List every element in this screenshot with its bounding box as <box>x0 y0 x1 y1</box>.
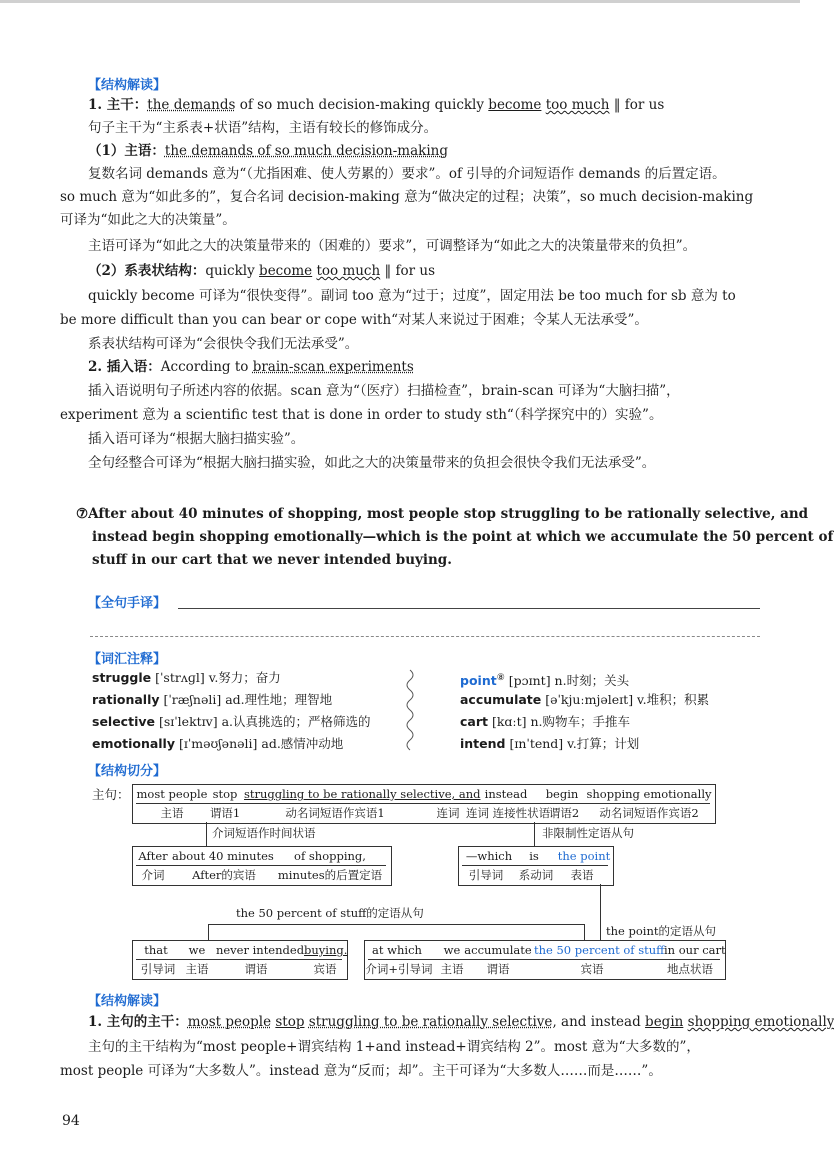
divider <box>368 959 720 960</box>
seg-en: of shopping, <box>294 849 366 863</box>
seg-en: buying. <box>304 943 348 957</box>
vocab-item-cart: cart [kɑːt] n.购物车；手推车 <box>460 714 631 729</box>
para-text: experiment 意为 a scientific test that is done in order to study sth“（科学探究中的）实验”。 <box>60 407 663 423</box>
seg-en: we <box>188 943 206 957</box>
para-predicate: （2）系表状结构：quickly become too much ‖ for us <box>88 263 436 279</box>
para-text: so much 意为“如此多的”，复合名词 decision-making 意为“做决定的过程；决策”，so much decision-making <box>60 189 754 205</box>
para-main-trunk: 1. 主干：the demands of so much decision-making quickly become too much ‖ for us <box>88 97 665 113</box>
seg-cn: 引导词 <box>140 962 176 976</box>
wavy-divider <box>402 668 418 758</box>
vocab-item-emotionally: emotionally [ɪˈməʊʃənəli] ad.感情冲动地 <box>92 736 344 751</box>
seg-cn: 系动词 <box>518 868 554 882</box>
para-text: 复数名词 demands 意为“（尤指困难、使人劳累的）要求”。of 引导的介词短语作 demands 的后置定语。 <box>88 166 726 182</box>
seg-cn: 介词+引导词 <box>365 962 433 976</box>
vocab-heading: 【词汇注释】 <box>88 652 167 667</box>
vocab-item-rationally: rationally [ˈræʃnəli] ad.理性地；理智地 <box>92 692 333 707</box>
section-heading-structure-analysis: 【结构解读】 <box>88 78 167 93</box>
label-prep-phrase: 介词短语作时间状语 <box>212 826 316 840</box>
seg-en: —which <box>465 849 513 863</box>
connector <box>584 924 585 940</box>
para-text: 全句经整合可译为“根据大脑扫描实验，如此之大的决策量带来的负担会很快令我们无法承受”。 <box>88 455 656 471</box>
seg-cn: After的宾语 <box>192 868 256 882</box>
vocab-item-struggle: struggle [ˈstrʌɡl] v.努力；奋力 <box>92 670 281 685</box>
label-nonrestrictive: 非限制性定语从句 <box>542 826 634 840</box>
seg-en: at which <box>372 943 422 957</box>
seg-en: about 40 minutes <box>172 849 274 863</box>
seg-cn: 宾语 <box>313 962 337 976</box>
seg-cn: 主语 <box>440 962 464 976</box>
vocab-item-accumulate: accumulate [əˈkjuːmjəleɪt] v.堆积；积累 <box>460 692 710 707</box>
sentence-7-line-1: ⑦After about 40 minutes of shopping, most people stop struggling to be rationally selective, and <box>76 506 809 522</box>
seg-en: in our cart <box>664 943 726 957</box>
divider <box>136 865 386 866</box>
connector <box>208 924 584 925</box>
main-clause-label: 主句： <box>92 787 130 802</box>
para-text: 主句的主干结构为“most people+谓宾结构 1+and instead+谓宾结构 2”。most 意为“大多数的”， <box>88 1039 700 1055</box>
para-text: 系表状结构可译为“会很快令我们无法承受”。 <box>88 336 359 352</box>
section-heading-structure-analysis-2: 【结构解读】 <box>88 994 167 1009</box>
para-text: most people 可译为“大多数人”。instead 意为“反而；却”。主干可译为“大多数人……而是……”。 <box>60 1063 662 1079</box>
translation-write-line-2[interactable] <box>90 636 760 637</box>
para-text: 句子主干为“主系表+状语”结构，主语有较长的修饰成分。 <box>88 120 438 136</box>
seg-cn-conj: 连词 <box>436 806 460 820</box>
connector <box>534 822 535 846</box>
seg-cn: 谓语 <box>486 962 510 976</box>
divider <box>462 865 608 866</box>
seg-en: stop <box>212 787 238 801</box>
sentence-7-line-3: stuff in our cart that we never intended buying. <box>92 552 452 568</box>
top-rule <box>0 0 800 3</box>
seg-cn: 主语 <box>160 806 184 820</box>
label-stuff-clause: the 50 percent of stuff的定语从句 <box>236 906 424 920</box>
seg-cn: 介词 <box>141 868 165 882</box>
connector <box>208 924 209 940</box>
seg-cn: minutes的后置定语 <box>277 868 383 882</box>
page-number: 94 <box>62 1113 80 1129</box>
para-text: be more difficult than you can bear or cope with“对某人来说过于困难；令某人无法承受”。 <box>60 312 648 328</box>
seg-en: the 50 percent of stuff <box>534 943 665 957</box>
divider <box>136 803 710 804</box>
seg-cn: 主语 <box>185 962 209 976</box>
para-text: quickly become 可译为“很快变得”。副词 too 意为“过于；过度”，固定用法 be too much for sb 意为 to <box>88 288 736 304</box>
seg-cn: 谓语1 <box>209 806 241 820</box>
seg-cn: 动名词短语作宾语1 <box>285 806 385 820</box>
translation-write-line[interactable] <box>178 608 760 609</box>
seg-en: that <box>144 943 168 957</box>
para-text: 插入语说明句子所述内容的依据。scan 意为“（医疗）扫描检查”，brain-scan 可译为“大脑扫描”， <box>88 383 680 399</box>
seg-en: accumulate <box>464 943 532 957</box>
seg-cn: 地点状语 <box>667 962 713 976</box>
seg-cn: 引导词 <box>468 868 504 882</box>
seg-en: instead <box>484 787 528 801</box>
para-parenthesis: 2. 插入语：According to brain-scan experiments <box>88 359 414 375</box>
para-text: 插入语可译为“根据大脑扫描实验”。 <box>88 431 305 447</box>
translate-heading: 【全句手译】 <box>88 596 167 611</box>
connector <box>600 884 601 940</box>
seg-en: the point <box>557 849 611 863</box>
para-text: 主语可译为“如此之大的决策量带来的（困难的）要求”，可调整译为“如此之大的决策量带来的负担”。 <box>88 238 697 254</box>
seg-cn: 连词 连接性状语 <box>466 806 551 820</box>
divider <box>136 959 342 960</box>
para-main-clause-trunk: 1. 主句的主干：most people stop struggling to be rationally selective, and instead begin shopping emotionally <box>88 1014 834 1030</box>
seg-en: After <box>138 849 168 863</box>
para-subject: （1）主语：the demands of so much decision-making <box>88 143 448 159</box>
seg-cn: 宾语 <box>580 962 604 976</box>
seg-en: shopping emotionally <box>586 787 712 801</box>
vocab-item-point: point⑧ [pɔɪnt] n.时刻；关头 <box>460 673 630 689</box>
seg-en: is <box>529 849 539 863</box>
label-point-clause: the point的定语从句 <box>606 924 716 938</box>
seg-en: never intended <box>215 943 305 957</box>
seg-en: most people <box>136 787 208 801</box>
seg-en: struggling to be rationally selective, and <box>244 787 481 801</box>
seg-cn: 动名词短语作宾语2 <box>599 806 699 820</box>
para-text: 可译为“如此之大的决策量”。 <box>60 212 236 228</box>
seg-cn: 谓语 <box>244 962 268 976</box>
vocab-item-intend: intend [ɪnˈtend] v.打算；计划 <box>460 736 640 751</box>
seg-cn: 谓语2 <box>548 806 580 820</box>
seg-en: begin <box>545 787 579 801</box>
vocab-item-selective: selective [sɪˈlektɪv] a.认真挑选的；严格筛选的 <box>92 714 371 729</box>
structure-heading: 【结构切分】 <box>88 764 167 779</box>
seg-en: we <box>443 943 461 957</box>
connector <box>206 822 207 846</box>
sentence-7-line-2: instead begin shopping emotionally—which is the point at which we accumulate the 50 percent of <box>92 529 834 545</box>
seg-cn: 表语 <box>570 868 594 882</box>
